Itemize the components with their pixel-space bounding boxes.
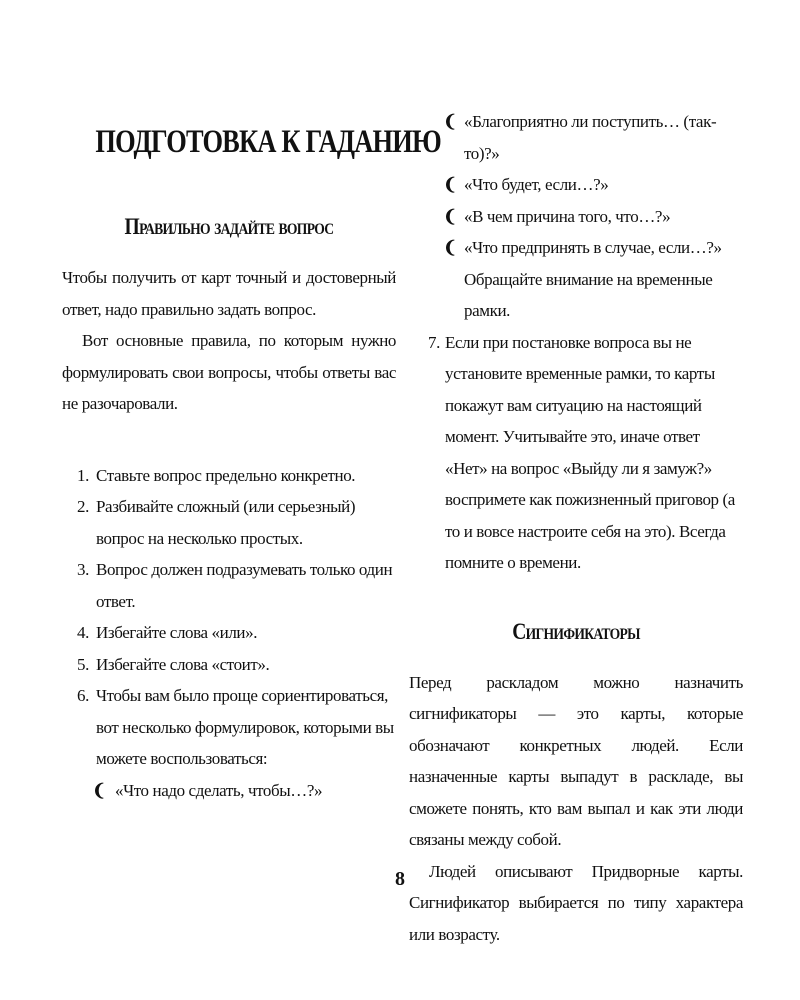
- formulation-text: «Благоприятно ли поступить… (так-то)?»: [464, 112, 717, 163]
- rule-text: Чтобы вам было проще сориентироваться, вот несколько формулировок, которыми вы можете воспользоваться:: [96, 686, 394, 768]
- formulation-text: «Что будет, если…?»: [464, 175, 609, 194]
- significators-paragraph: Перед раскладом можно назначить сигнификаторы — это карты, которые обозначают конкретных людей. Если назначенные карты выпадут в раскладе, вы сможете понять, кто вам выпал и как эти люди связаны между собой.: [409, 672, 743, 849]
- formulation-text: «Что предпринять в случае, если…?» Обращайте внимание на временные рамки.: [464, 238, 722, 320]
- rule-item: [62, 554, 396, 617]
- rule-number: 1.: [77, 465, 89, 485]
- rule-item: [62, 460, 396, 492]
- intro-paragraph: Чтобы получить от карт точный и достоверный ответ, надо правильно задать вопрос.: [62, 268, 396, 319]
- left-column: [62, 108, 441, 806]
- rule-text: Разбивайте сложный (или серьезный) вопрос на несколько простых.: [96, 497, 356, 548]
- formulation-text: «В чем причина того, что…?»: [464, 206, 671, 226]
- formulation-text: «Что надо сделать, чтобы…?»: [115, 780, 323, 800]
- bullet-icon: ❨: [443, 175, 457, 194]
- rule-text: Ставьте вопрос предельно конкретно.: [96, 465, 356, 485]
- rule-item: [62, 649, 396, 681]
- rule-number: 5.: [77, 654, 89, 674]
- court-cards-paragraph: Людей описывают Придворные карты. Сигнификатор выбирается по типу характера или возрасту.: [409, 861, 743, 944]
- formulation-item: [409, 201, 743, 233]
- rule-text: Вопрос должен подразумевать только один ответ.: [96, 560, 393, 611]
- bullet-icon: ❨: [443, 206, 457, 226]
- formulations-list-right: [409, 106, 743, 327]
- rule-number: 2.: [77, 497, 89, 516]
- formulation-item: [409, 106, 743, 169]
- rule-item: [62, 491, 396, 554]
- right-column: [409, 106, 743, 950]
- formulation-item: [409, 169, 743, 201]
- bullet-icon: ❨: [443, 112, 457, 131]
- rule-item: [62, 680, 396, 775]
- bullet-icon: ❨: [92, 780, 106, 800]
- section-heading-question: Правильно задайте вопрос: [124, 214, 334, 239]
- rule-number: 6.: [77, 686, 89, 705]
- rule-number: 7.: [428, 332, 440, 352]
- section-heading-significators: Сигнификаторы: [512, 618, 640, 644]
- rule-text: Если при постановке вопроса вы не установите временные рамки, то карты покажут вам ситуацию на настоящий момент. Учитывайте это, иначе ответ «Нет» на вопрос «Выйду ли я замуж?» воспримете как пожизненный приговор (а то и вовсе настроите себя на это). Всегда помните о времени.: [445, 332, 735, 572]
- rule-item: [409, 327, 743, 579]
- rule-text: Избегайте слова «стоит».: [96, 654, 270, 674]
- rule-text: Избегайте слова «или».: [96, 623, 258, 642]
- chapter-title: ПОДГОТОВКА К ГАДАНИЮ: [95, 124, 441, 160]
- rules-list-continued: [409, 327, 743, 579]
- rule-number: 3.: [77, 560, 89, 579]
- formulations-list-left: [62, 775, 396, 807]
- rule-item: [62, 617, 396, 649]
- rules-list: [62, 460, 396, 775]
- rule-number: 4.: [77, 623, 89, 642]
- formulation-item: [409, 232, 743, 327]
- rules-intro-paragraph: Вот основные правила, по которым нужно формулировать свои вопросы, чтобы ответы вас не разочаровали.: [62, 331, 396, 413]
- bullet-icon: ❨: [443, 238, 457, 257]
- formulation-item: [62, 775, 396, 807]
- page-number: 8: [395, 868, 405, 890]
